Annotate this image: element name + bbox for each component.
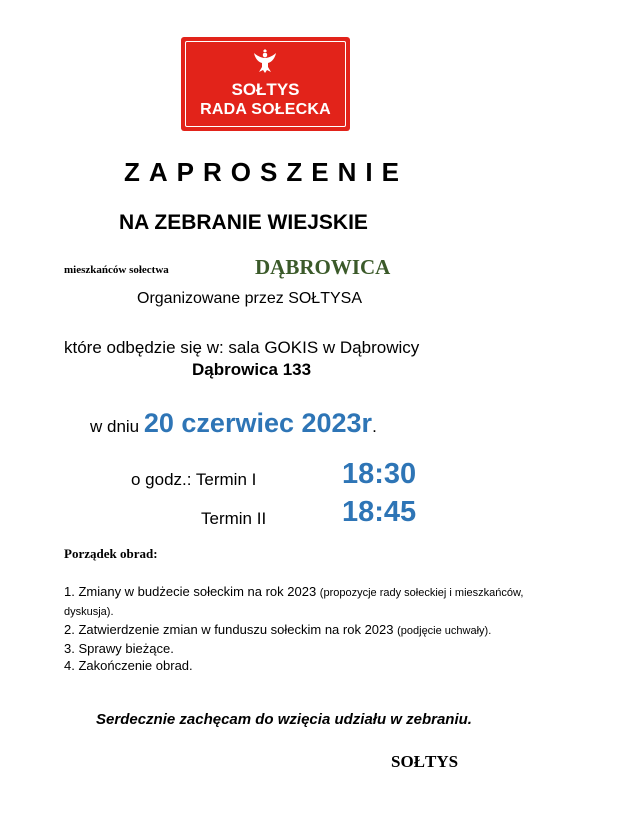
agenda-item	[64, 583, 544, 621]
agenda-item-note: (podjęcie uchwały).	[397, 625, 492, 637]
agenda-item-note: (propozycje rady sołeckiej i mieszkańców, dyskusja).	[64, 587, 524, 618]
agenda-item	[64, 621, 544, 640]
soltys-logo	[181, 37, 350, 131]
venue-address: Dąbrowica 133	[192, 360, 312, 379]
logo-line-2: RADA SOŁECKA	[200, 101, 331, 118]
closing-invitation: Serdecznie zachęcam do wzięcia udziału w zebraniu.	[96, 711, 472, 728]
signature: SOŁTYS	[391, 752, 459, 771]
agenda-item-text: 2. Zatwierdzenie zmian w funduszu sołeckim na rok 2023	[64, 622, 398, 637]
time-label-second: Termin II	[201, 509, 267, 528]
document-title: ZAPROSZENIE	[124, 157, 408, 187]
agenda-item	[64, 640, 544, 657]
agenda-item-text: 3. Sprawy bieżące.	[64, 641, 174, 656]
time-label-first: o godz.: Termin I	[131, 470, 257, 489]
agenda-item	[64, 657, 544, 674]
organizer-line: Organizowane przez SOŁTYSA	[137, 290, 362, 307]
village-name: DĄBROWICA	[255, 255, 391, 279]
residents-label: mieszkańców sołectwa	[64, 264, 169, 276]
date-value: 20 czerwiec 2023r	[143, 408, 373, 438]
agenda-list	[64, 583, 544, 674]
date-prefix: w dniu	[90, 417, 144, 436]
meeting-date	[90, 408, 377, 439]
white-eagle-icon	[254, 49, 276, 75]
logo-line-1: SOŁTYS	[231, 80, 300, 99]
date-suffix: .	[372, 417, 377, 436]
agenda-item-text: 4. Zakończenie obrad.	[64, 658, 193, 673]
time-value-first: 18:30	[342, 458, 417, 490]
agenda-title: Porządek obrad:	[64, 546, 158, 561]
document-subtitle: NA ZEBRANIE WIEJSKIE	[119, 211, 368, 234]
time-value-second: 18:45	[342, 496, 417, 528]
agenda-item-text: 1. Zmiany w budżecie sołeckim na rok 2023	[64, 584, 320, 599]
venue-line: które odbędzie się w: sala GOKIS w Dąbrowicy	[64, 338, 420, 357]
